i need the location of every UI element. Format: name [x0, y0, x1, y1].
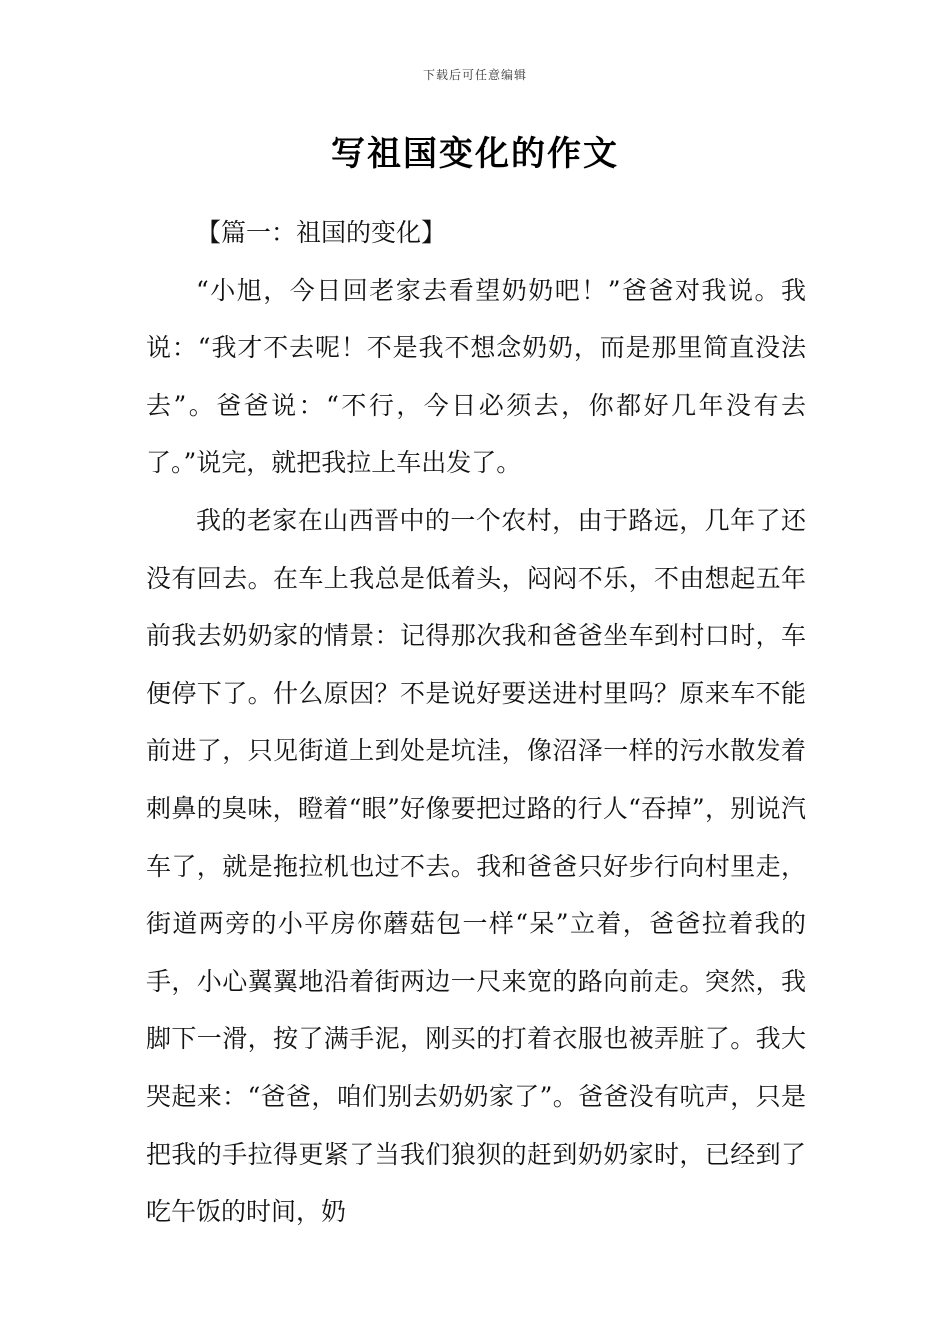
section-heading: 【篇一：祖国的变化】: [196, 218, 447, 247]
paragraph: “小旭，今日回老家去看望奶奶吧！”爸爸对我说。我说：“我才不去呢！不是我不想念奶奶，而是那里简直没法去”。爸爸说：“不行，今日必须去，你都好几年没有去了。”说完，就把我拉上车出发了。: [146, 275, 806, 478]
document-title: 写祖国变化的作文: [331, 134, 619, 174]
document-body: [146, 204, 806, 1241]
paragraph: 我的老家在山西晋中的一个农村，由于路远，几年了还没有回去。在车上我总是低着头，闷闷不乐，不由想起五年前我去奶奶家的情景：记得那次我和爸爸坐车到村口时，车便停下了。什么原因？不是说好要送进村里吗？原来车不能前进了，只见街道上到处是坑洼，像沼泽一样的污水散发着刺鼻的臭味，瞪着“眼”好像要把过路的行人“吞掉”，别说汽车了，就是拖拉机也过不去。我和爸爸只好步行向村里走，街道两旁的小平房你蘑菇包一样“呆”立着，爸爸拉着我的手，小心翼翼地沿着街两边一尺来宽的路向前走。突然，我脚下一滑，按了满手泥，刚买的打着衣服也被弄脏了。我大哭起来：“爸爸，咱们别去奶奶家了”。爸爸没有吭声，只是把我的手拉得更紧了当我们狼狈的赶到奶奶家时，已经到了吃午饭的时间，奶: [146, 505, 806, 1227]
header-note: 下载后可任意编辑: [422, 68, 527, 82]
